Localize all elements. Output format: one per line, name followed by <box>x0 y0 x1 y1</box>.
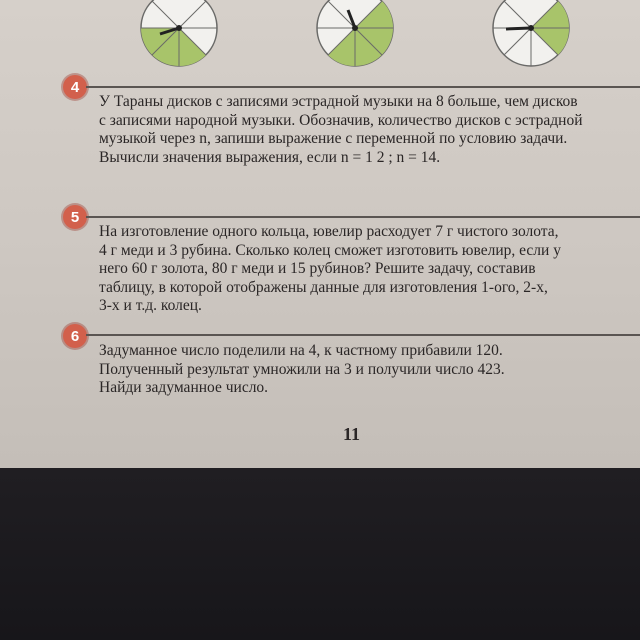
page-number: 11 <box>343 424 361 444</box>
task-5-line-2: 4 г меди и 3 рубина. Сколько колец сможет изготовить ювелир, если у <box>99 241 561 259</box>
task-4-line-3: музыкой через n, запиши выражение с переменной по условию задачи. <box>99 130 568 147</box>
task-5-line-5: 3-х и т.д. колец. <box>99 297 202 314</box>
task-4-divider <box>86 86 640 88</box>
task-6-line-3: Найди задуманное число. <box>99 379 269 396</box>
wheel-left-icon <box>138 0 220 72</box>
task-6-line-2: Полученный результат умножили на 3 и получили число 423. <box>99 360 505 378</box>
task-4-text <box>99 93 583 167</box>
task-4-line-2: с записями народной музыки. Обозначив, количество дисков с эстрадной <box>99 111 583 129</box>
dark-background <box>0 468 640 640</box>
task-5-line-1: На изготовление одного кольца, ювелир расходует 7 г чистого золота, <box>99 223 559 240</box>
task-4-line-1: У Тараны дисков с записями эстрадной музыки на 8 больше, чем дисков <box>99 93 578 110</box>
task-6-line-1: Задуманное число поделили на 4, к частному прибавили 120. <box>99 342 503 359</box>
task-5-divider <box>86 216 640 218</box>
task-5-text <box>99 223 561 316</box>
task-5-line-4: таблицу, в которой отображены данные для изготовления 1-ого, 2-х, <box>99 278 548 296</box>
wheel-middle-icon <box>314 0 396 72</box>
task-6-divider <box>86 334 640 336</box>
wheel-right-icon <box>490 0 572 72</box>
task-5-number-badge: 5 <box>63 205 87 229</box>
task-4-number-badge: 4 <box>63 75 87 99</box>
task-5-line-3: него 60 г золота, 80 г меди и 15 рубинов? Решите задачу, составив <box>99 260 536 277</box>
task-4-line-4: Вычисли значения выражения, если n = 1 2 ; n = 14. <box>99 148 441 166</box>
task-6-number-badge: 6 <box>63 324 87 348</box>
task-6-text <box>99 342 505 398</box>
